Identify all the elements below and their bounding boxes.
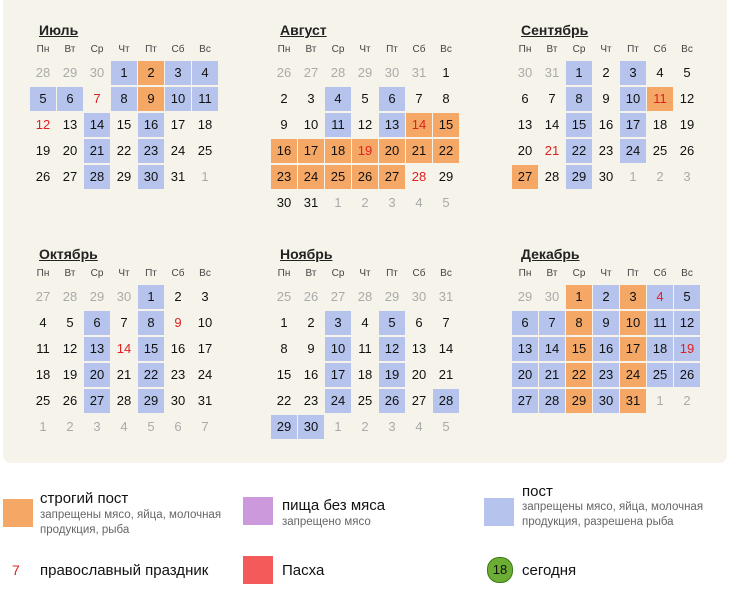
- holiday-sample-number: 7: [12, 562, 20, 578]
- day-cell[interactable]: 29: [566, 165, 592, 189]
- day-cell[interactable]: 21: [406, 139, 432, 163]
- day-cell[interactable]: 5: [361, 91, 369, 106]
- day-cell[interactable]: 19: [679, 117, 695, 132]
- day-cell[interactable]: 27: [512, 389, 538, 413]
- day-cell[interactable]: 3: [620, 61, 646, 85]
- day-cell[interactable]: 23: [138, 139, 164, 163]
- day-cell[interactable]: 30: [593, 389, 619, 413]
- day-cell: 27: [330, 289, 346, 304]
- weekday-header: Пт: [145, 44, 157, 55]
- weekday-header: Сб: [412, 268, 426, 279]
- day-cell[interactable]: 29: [138, 389, 164, 413]
- day-cell: 4: [120, 419, 128, 434]
- weekday-header: Вс: [440, 44, 452, 55]
- weekday-header: Чт: [118, 268, 130, 279]
- weekday-header: Ср: [572, 268, 586, 279]
- day-cell[interactable]: 8: [442, 91, 450, 106]
- day-cell[interactable]: 12: [35, 117, 51, 132]
- day-cell[interactable]: 7: [415, 91, 423, 106]
- weekday-header: Сб: [653, 44, 667, 55]
- weekday-header: Пн: [518, 44, 532, 55]
- day-cell[interactable]: 30: [598, 169, 614, 184]
- day-cell[interactable]: 30: [276, 195, 292, 210]
- day-cell[interactable]: 19: [62, 367, 78, 382]
- day-cell[interactable]: 28: [539, 389, 565, 413]
- weekday-header: Вт: [64, 268, 76, 279]
- day-cell[interactable]: 26: [62, 393, 78, 408]
- day-cell[interactable]: 10: [303, 117, 319, 132]
- day-cell: 5: [442, 195, 450, 210]
- day-cell[interactable]: 3: [620, 285, 646, 309]
- day-cell[interactable]: 31: [303, 195, 319, 210]
- day-cell[interactable]: 1: [111, 61, 137, 85]
- day-cell[interactable]: 20: [62, 143, 78, 158]
- fast-label: пост: [522, 483, 553, 500]
- day-cell: 28: [35, 65, 51, 80]
- weekday-header: Вс: [199, 268, 211, 279]
- day-cell[interactable]: 3: [325, 311, 351, 335]
- day-cell: 31: [544, 65, 560, 80]
- day-cell[interactable]: 23: [170, 367, 186, 382]
- day-cell: 1: [334, 195, 342, 210]
- weekday-header: Сб: [653, 268, 667, 279]
- easter-swatch: [243, 556, 273, 584]
- day-cell: 3: [93, 419, 101, 434]
- day-cell[interactable]: 27: [512, 165, 538, 189]
- day-cell[interactable]: 25: [35, 393, 51, 408]
- strict-fast-desc: запрещены мясо, яйца, молочная продукция, рыба: [40, 509, 222, 536]
- day-cell[interactable]: 2: [593, 285, 619, 309]
- day-cell[interactable]: 1: [280, 315, 288, 330]
- day-cell: 29: [517, 289, 533, 304]
- day-cell[interactable]: 22: [566, 139, 592, 163]
- day-cell[interactable]: 21: [544, 143, 560, 158]
- day-cell: 27: [303, 65, 319, 80]
- today-marker: 18: [487, 557, 513, 583]
- day-cell[interactable]: 19: [352, 139, 378, 163]
- day-cell[interactable]: 15: [276, 367, 292, 382]
- day-cell[interactable]: 18: [35, 367, 51, 382]
- day-cell[interactable]: 24: [298, 165, 324, 189]
- day-cell[interactable]: 5: [30, 87, 56, 111]
- day-cell[interactable]: 23: [271, 165, 297, 189]
- day-cell[interactable]: 25: [197, 143, 213, 158]
- day-cell: 4: [415, 195, 423, 210]
- day-cell[interactable]: 21: [438, 367, 454, 382]
- day-cell[interactable]: 9: [307, 341, 315, 356]
- day-cell[interactable]: 21: [539, 363, 565, 387]
- day-cell[interactable]: 26: [379, 389, 405, 413]
- day-cell[interactable]: 18: [357, 367, 373, 382]
- day-cell[interactable]: 23: [598, 143, 614, 158]
- day-cell[interactable]: 12: [679, 91, 695, 106]
- weekday-header: Пн: [518, 268, 532, 279]
- day-cell[interactable]: 28: [544, 169, 560, 184]
- day-cell[interactable]: 30: [138, 165, 164, 189]
- day-cell: 29: [384, 289, 400, 304]
- day-cell[interactable]: 11: [358, 341, 372, 356]
- day-cell: 4: [415, 419, 423, 434]
- day-cell[interactable]: 11: [36, 341, 50, 356]
- day-cell[interactable]: 5: [683, 65, 691, 80]
- day-cell: 5: [147, 419, 155, 434]
- day-cell[interactable]: 7: [548, 91, 556, 106]
- day-cell[interactable]: 22: [276, 393, 292, 408]
- fast-desc: запрещены мясо, яйца, молочная продукция, разрешена рыба: [522, 501, 704, 528]
- weekday-header: Пт: [627, 44, 639, 55]
- day-cell: 2: [656, 169, 664, 184]
- day-cell[interactable]: 26: [352, 165, 378, 189]
- day-cell[interactable]: 9: [138, 87, 164, 111]
- day-cell[interactable]: 12: [674, 311, 700, 335]
- day-cell: 1: [656, 393, 664, 408]
- day-cell[interactable]: 11: [325, 113, 351, 137]
- day-cell[interactable]: 14: [539, 337, 565, 361]
- day-cell[interactable]: 14: [544, 117, 560, 132]
- day-cell: 29: [89, 289, 105, 304]
- day-cell[interactable]: 2: [307, 315, 315, 330]
- day-cell[interactable]: 2: [280, 91, 288, 106]
- day-cell[interactable]: 12: [62, 341, 78, 356]
- day-cell[interactable]: 12: [379, 337, 405, 361]
- day-cell: 26: [303, 289, 319, 304]
- day-cell: 30: [411, 289, 427, 304]
- day-cell[interactable]: 25: [325, 165, 351, 189]
- day-cell[interactable]: 31: [620, 389, 646, 413]
- day-cell[interactable]: 20: [517, 143, 533, 158]
- day-cell[interactable]: 28: [84, 165, 110, 189]
- month-title[interactable]: Июль: [39, 22, 79, 38]
- day-cell[interactable]: 27: [62, 169, 78, 184]
- weekday-header: Пт: [627, 268, 639, 279]
- day-cell: 7: [201, 419, 209, 434]
- day-cell[interactable]: 13: [379, 113, 405, 137]
- day-cell[interactable]: 2: [138, 61, 164, 85]
- day-cell[interactable]: 25: [652, 143, 668, 158]
- day-cell: 30: [116, 289, 132, 304]
- holiday-label: православный праздник: [40, 562, 209, 579]
- day-cell[interactable]: 24: [620, 363, 646, 387]
- day-cell[interactable]: 20: [84, 363, 110, 387]
- day-cell[interactable]: 8: [138, 311, 164, 335]
- day-cell[interactable]: 26: [35, 169, 51, 184]
- day-cell[interactable]: 9: [602, 91, 610, 106]
- day-cell[interactable]: 29: [271, 415, 297, 439]
- day-cell[interactable]: 17: [197, 341, 213, 356]
- day-cell[interactable]: 1: [566, 285, 592, 309]
- day-cell[interactable]: 8: [566, 311, 592, 335]
- meatless-label: пища без мяса: [282, 497, 386, 514]
- day-cell[interactable]: 17: [298, 139, 324, 163]
- day-cell[interactable]: 9: [593, 311, 619, 335]
- weekday-header: Пт: [386, 44, 398, 55]
- day-cell[interactable]: 18: [197, 117, 213, 132]
- day-cell[interactable]: 5: [66, 315, 74, 330]
- weekday-header: Пн: [277, 268, 291, 279]
- day-cell: 1: [201, 169, 209, 184]
- day-cell[interactable]: 4: [192, 61, 218, 85]
- day-cell[interactable]: 13: [411, 341, 427, 356]
- day-cell[interactable]: 27: [84, 389, 110, 413]
- day-cell[interactable]: 15: [138, 337, 164, 361]
- day-cell[interactable]: 18: [652, 117, 668, 132]
- day-cell[interactable]: 10: [620, 87, 646, 111]
- day-cell: 5: [442, 419, 450, 434]
- meatless-desc: запрещено мясо: [282, 516, 371, 528]
- month-title[interactable]: Октябрь: [39, 246, 98, 262]
- day-cell[interactable]: 23: [593, 363, 619, 387]
- day-cell[interactable]: 20: [379, 139, 405, 163]
- day-cell[interactable]: 28: [433, 389, 459, 413]
- day-cell: 2: [683, 393, 691, 408]
- day-cell[interactable]: 28: [116, 393, 132, 408]
- day-cell[interactable]: 20: [411, 367, 427, 382]
- day-cell[interactable]: 8: [111, 87, 137, 111]
- day-cell[interactable]: 22: [566, 363, 592, 387]
- day-cell: 30: [517, 65, 533, 80]
- weekday-header: Ср: [331, 44, 345, 55]
- day-cell[interactable]: 10: [165, 87, 191, 111]
- day-cell: 30: [544, 289, 560, 304]
- day-cell[interactable]: 14: [406, 113, 432, 137]
- day-cell[interactable]: 16: [271, 139, 297, 163]
- day-cell[interactable]: 21: [116, 367, 132, 382]
- day-cell[interactable]: 13: [62, 117, 78, 132]
- day-cell[interactable]: 14: [116, 341, 132, 356]
- day-cell[interactable]: 7: [93, 91, 101, 106]
- day-cell[interactable]: 16: [170, 341, 186, 356]
- day-cell[interactable]: 29: [438, 169, 454, 184]
- day-cell[interactable]: 29: [566, 389, 592, 413]
- day-cell[interactable]: 7: [120, 315, 128, 330]
- weekday-header: Сб: [171, 44, 185, 55]
- day-cell: 3: [388, 419, 396, 434]
- day-cell[interactable]: 17: [325, 363, 351, 387]
- day-cell[interactable]: 19: [379, 363, 405, 387]
- weekday-header: Сб: [412, 44, 426, 55]
- day-cell[interactable]: 26: [674, 363, 700, 387]
- day-cell[interactable]: 30: [298, 415, 324, 439]
- weekday-header: Ср: [90, 268, 104, 279]
- day-cell[interactable]: 17: [170, 117, 186, 132]
- weekday-header: Пн: [277, 44, 291, 55]
- day-cell[interactable]: 27: [379, 165, 405, 189]
- weekday-header: Вт: [546, 44, 558, 55]
- weekday-header: Ср: [331, 268, 345, 279]
- weekday-header: Ср: [90, 44, 104, 55]
- day-cell: 28: [330, 65, 346, 80]
- day-cell: 1: [334, 419, 342, 434]
- weekday-header: Вс: [681, 268, 693, 279]
- month-title[interactable]: Сентябрь: [521, 22, 589, 38]
- day-cell: 28: [357, 289, 373, 304]
- day-cell[interactable]: 11: [647, 311, 673, 335]
- weekday-header: Вт: [305, 268, 317, 279]
- day-cell[interactable]: 15: [566, 337, 592, 361]
- weekday-header: Сб: [171, 268, 185, 279]
- day-cell: 30: [89, 65, 105, 80]
- day-cell[interactable]: 3: [201, 289, 209, 304]
- day-cell: 28: [62, 289, 78, 304]
- weekday-header: Вс: [199, 44, 211, 55]
- day-cell: 27: [35, 289, 51, 304]
- day-cell: 31: [411, 65, 427, 80]
- day-cell[interactable]: 20: [512, 363, 538, 387]
- day-cell: 1: [39, 419, 47, 434]
- weekday-header: Пн: [36, 44, 50, 55]
- today-label: сегодня: [522, 562, 577, 579]
- day-cell: 2: [361, 419, 369, 434]
- day-cell[interactable]: 19: [35, 143, 51, 158]
- day-cell[interactable]: 26: [679, 143, 695, 158]
- weekday-header: Пт: [145, 268, 157, 279]
- day-cell[interactable]: 28: [411, 169, 427, 184]
- weekday-header: Вт: [64, 44, 76, 55]
- day-cell[interactable]: 16: [138, 113, 164, 137]
- weekday-header: Чт: [359, 44, 371, 55]
- weekday-header: Вс: [681, 44, 693, 55]
- day-cell[interactable]: 22: [433, 139, 459, 163]
- day-cell[interactable]: 31: [170, 169, 186, 184]
- day-cell[interactable]: 11: [647, 87, 673, 111]
- day-cell[interactable]: 25: [647, 363, 673, 387]
- day-cell: 29: [357, 65, 373, 80]
- day-cell[interactable]: 6: [84, 311, 110, 335]
- day-cell[interactable]: 24: [170, 143, 186, 158]
- day-cell[interactable]: 19: [674, 337, 700, 361]
- day-cell[interactable]: 6: [57, 87, 83, 111]
- day-cell[interactable]: 22: [138, 363, 164, 387]
- day-cell[interactable]: 31: [197, 393, 213, 408]
- month-title[interactable]: Ноябрь: [280, 246, 333, 262]
- day-cell: 30: [384, 65, 400, 80]
- day-cell[interactable]: 15: [433, 113, 459, 137]
- day-cell[interactable]: 2: [174, 289, 182, 304]
- day-cell[interactable]: 7: [539, 311, 565, 335]
- meatless-swatch: [243, 497, 273, 525]
- day-cell[interactable]: 12: [357, 117, 373, 132]
- easter-label: Пасха: [282, 562, 325, 579]
- day-cell[interactable]: 10: [620, 311, 646, 335]
- day-cell[interactable]: 15: [116, 117, 132, 132]
- month-title[interactable]: Декабрь: [521, 246, 580, 262]
- day-cell: 6: [174, 419, 182, 434]
- weekday-header: Пт: [386, 268, 398, 279]
- day-cell[interactable]: 25: [357, 393, 373, 408]
- day-cell[interactable]: 9: [174, 315, 182, 330]
- day-cell[interactable]: 10: [197, 315, 213, 330]
- day-cell: 29: [62, 65, 78, 80]
- day-cell[interactable]: 17: [620, 337, 646, 361]
- day-cell[interactable]: 15: [566, 113, 592, 137]
- day-cell: 2: [361, 195, 369, 210]
- day-cell[interactable]: 6: [512, 311, 538, 335]
- weekday-header: Вт: [546, 268, 558, 279]
- day-cell[interactable]: 8: [566, 87, 592, 111]
- day-cell[interactable]: 16: [598, 117, 614, 132]
- weekday-header: Ср: [572, 44, 586, 55]
- weekday-header: Вт: [305, 44, 317, 55]
- day-cell[interactable]: 7: [442, 315, 450, 330]
- day-cell[interactable]: 22: [116, 143, 132, 158]
- weekday-header: Чт: [600, 44, 612, 55]
- weekday-header: Вс: [440, 268, 452, 279]
- weekday-header: Пн: [36, 268, 50, 279]
- day-cell[interactable]: 9: [280, 117, 288, 132]
- day-cell[interactable]: 13: [512, 337, 538, 361]
- day-cell[interactable]: 24: [620, 139, 646, 163]
- day-cell[interactable]: 3: [307, 91, 315, 106]
- day-cell[interactable]: 13: [84, 337, 110, 361]
- day-cell[interactable]: 6: [415, 315, 423, 330]
- day-cell[interactable]: 14: [438, 341, 454, 356]
- day-cell: 1: [629, 169, 637, 184]
- day-cell: 26: [276, 65, 292, 80]
- day-cell[interactable]: 5: [674, 285, 700, 309]
- day-cell[interactable]: 29: [116, 169, 132, 184]
- strict-fast-swatch: [3, 499, 33, 527]
- day-cell[interactable]: 16: [593, 337, 619, 361]
- day-cell: 3: [683, 169, 691, 184]
- day-cell: 25: [276, 289, 292, 304]
- day-cell: 2: [66, 419, 74, 434]
- day-cell[interactable]: 5: [379, 311, 405, 335]
- day-cell[interactable]: 1: [442, 65, 450, 80]
- day-cell[interactable]: 18: [325, 139, 351, 163]
- day-cell[interactable]: 24: [197, 367, 213, 382]
- day-cell[interactable]: 11: [192, 87, 218, 111]
- day-cell[interactable]: 2: [602, 65, 610, 80]
- day-cell[interactable]: 6: [521, 91, 529, 106]
- day-cell[interactable]: 10: [325, 337, 351, 361]
- day-cell[interactable]: 24: [325, 389, 351, 413]
- day-cell[interactable]: 4: [325, 87, 351, 111]
- day-cell[interactable]: 8: [280, 341, 288, 356]
- day-cell[interactable]: 23: [303, 393, 319, 408]
- day-cell[interactable]: 4: [39, 315, 47, 330]
- day-cell[interactable]: 4: [647, 285, 673, 309]
- day-cell[interactable]: 18: [647, 337, 673, 361]
- day-cell: 3: [388, 195, 396, 210]
- day-cell[interactable]: 17: [620, 113, 646, 137]
- day-cell[interactable]: 6: [379, 87, 405, 111]
- day-cell[interactable]: 1: [138, 285, 164, 309]
- fast-swatch: [484, 498, 514, 526]
- day-cell[interactable]: 30: [170, 393, 186, 408]
- day-cell[interactable]: 16: [303, 367, 319, 382]
- day-cell[interactable]: 13: [517, 117, 533, 132]
- weekday-header: Чт: [600, 268, 612, 279]
- day-cell: 31: [438, 289, 454, 304]
- day-cell[interactable]: 3: [165, 61, 191, 85]
- day-cell[interactable]: 14: [84, 113, 110, 137]
- month-title[interactable]: Август: [280, 22, 327, 38]
- weekday-header: Чт: [359, 268, 371, 279]
- day-cell[interactable]: 27: [411, 393, 427, 408]
- day-cell[interactable]: 1: [566, 61, 592, 85]
- day-cell[interactable]: 4: [656, 65, 664, 80]
- day-cell[interactable]: 21: [84, 139, 110, 163]
- day-cell[interactable]: 4: [361, 315, 369, 330]
- weekday-header: Чт: [118, 44, 130, 55]
- strict-fast-label: строгий пост: [40, 490, 129, 507]
